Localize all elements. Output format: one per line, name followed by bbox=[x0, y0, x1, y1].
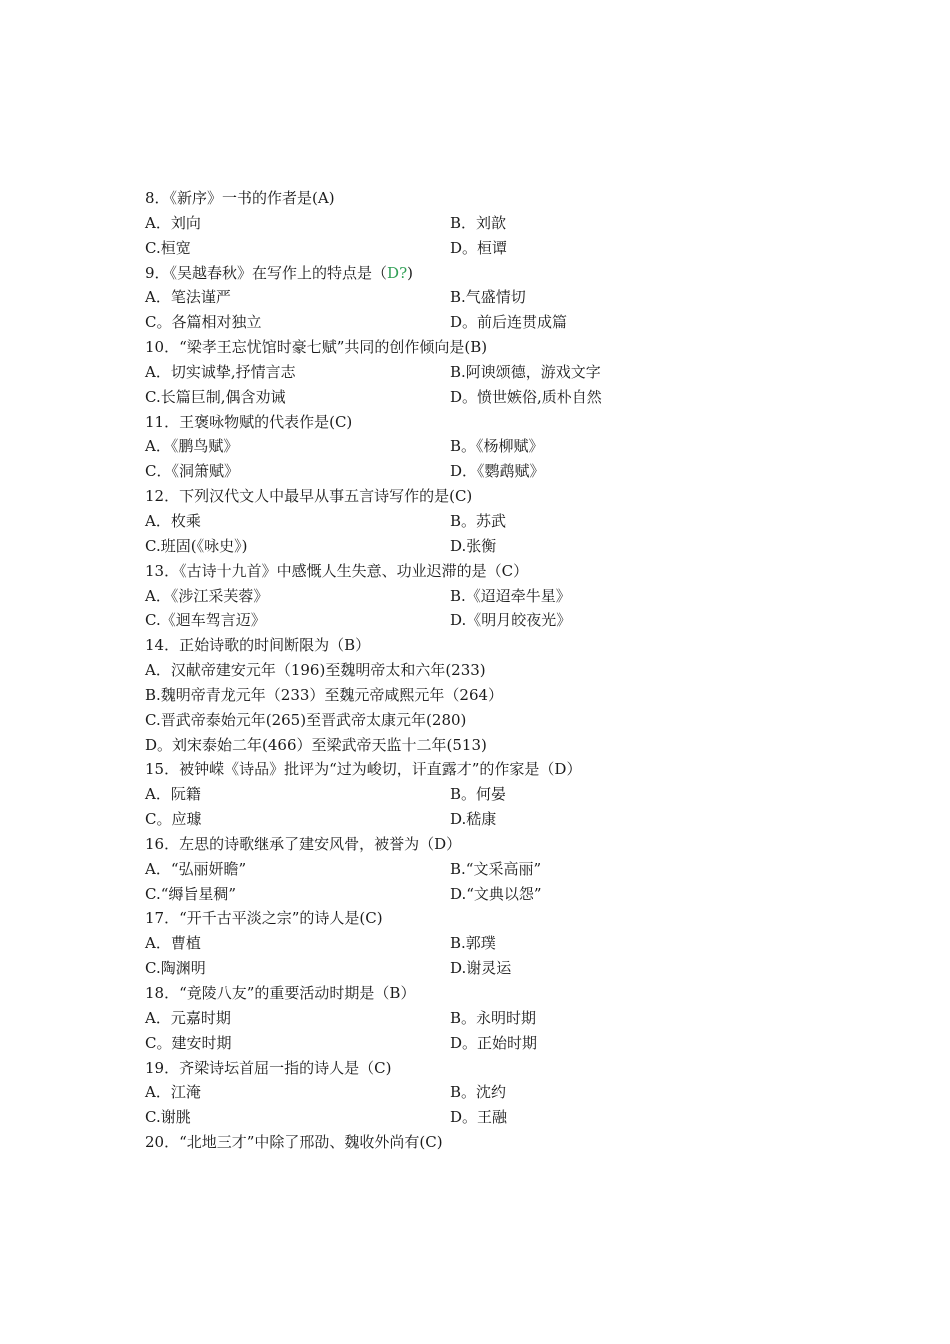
question-stem: 10．“梁孝王忘忧馆时豪七赋”共同的创作倾向是(B) bbox=[145, 338, 488, 357]
option-a: A．“弘丽妍瞻” bbox=[145, 859, 247, 878]
option-c: C。各篇相对独立 bbox=[145, 313, 262, 332]
option-row bbox=[145, 509, 785, 534]
option-b: B。沈约 bbox=[450, 1083, 507, 1102]
question-stem: 16．左思的诗歌继承了建安风骨，被誉为（D） bbox=[145, 834, 462, 853]
option-c: C.桓宽 bbox=[145, 238, 191, 257]
option-row bbox=[145, 584, 785, 609]
option-line bbox=[145, 733, 785, 758]
option-row bbox=[145, 434, 785, 459]
option-row bbox=[145, 882, 785, 907]
option-d: D。愤世嫉俗,质朴自然 bbox=[450, 387, 602, 406]
option-d: D.嵇康 bbox=[450, 810, 497, 829]
question-stem: 15．被钟嵘《诗品》批评为“过为峻切，讦直露才”的作家是（D） bbox=[145, 760, 582, 779]
option-row bbox=[145, 857, 785, 882]
option-row bbox=[145, 1031, 785, 1056]
option-c: C。建安时期 bbox=[145, 1033, 232, 1052]
option-d: D。王融 bbox=[450, 1108, 508, 1127]
option-d: D。桓谭 bbox=[450, 238, 508, 257]
option-d: D.“文典以怨” bbox=[450, 884, 542, 903]
option-d: D．《鹦鹉赋》 bbox=[450, 462, 545, 481]
option-c: C.晋武帝泰始元年(265)至晋武帝太康元年(280) bbox=[145, 710, 467, 729]
option-b: B。《杨柳赋》 bbox=[450, 437, 544, 456]
option-a: A．汉献帝建安元年（196)至魏明帝太和六年(233) bbox=[145, 661, 486, 680]
question-stem: 11．王褒咏物赋的代表作是(C) bbox=[145, 412, 353, 431]
option-row bbox=[145, 807, 785, 832]
option-b: B。苏武 bbox=[450, 511, 507, 530]
option-line bbox=[145, 683, 785, 708]
question-stem: 13．《古诗十九首》中感慨人生失意、功业迟滞的是（C） bbox=[145, 561, 529, 580]
option-c: C。应璩 bbox=[145, 810, 202, 829]
option-b: B.阿谀颂德，游戏文字 bbox=[450, 362, 601, 381]
option-row bbox=[145, 1006, 785, 1031]
option-a: A．曹植 bbox=[145, 934, 201, 953]
option-row bbox=[145, 608, 785, 633]
option-d: D.谢灵运 bbox=[450, 959, 512, 978]
option-row bbox=[145, 385, 785, 410]
option-row bbox=[145, 931, 785, 956]
option-a: A．《涉江采芙蓉》 bbox=[145, 586, 269, 605]
option-row bbox=[145, 1105, 785, 1130]
question-stem: 20．“北地三才”中除了邢劭、魏收外尚有(C) bbox=[145, 1133, 443, 1152]
question-stem: 8．《新序》一书的作者是(A) bbox=[145, 189, 335, 207]
option-a: A．笔法谨严 bbox=[145, 288, 231, 307]
option-c: C.长篇巨制,偶含劝诫 bbox=[145, 387, 286, 406]
option-b: B。永明时期 bbox=[450, 1008, 537, 1027]
option-c: C.谢朓 bbox=[145, 1108, 191, 1127]
option-row bbox=[145, 236, 785, 261]
option-d: D。正始时期 bbox=[450, 1033, 538, 1052]
option-c: C.陶渊明 bbox=[145, 959, 206, 978]
option-a: A．元嘉时期 bbox=[145, 1008, 231, 1027]
option-a: A．阮籍 bbox=[145, 785, 201, 804]
option-a: A．枚乘 bbox=[145, 511, 201, 530]
option-row bbox=[145, 310, 785, 335]
question-stem: 17．“开千古平淡之宗”的诗人是(C) bbox=[145, 909, 383, 928]
option-line bbox=[145, 708, 785, 733]
option-b: B.郭璞 bbox=[450, 934, 496, 953]
option-c: C.班固(《咏史》) bbox=[145, 536, 248, 555]
question-list bbox=[145, 186, 785, 1155]
option-c: C.“缛旨星稠” bbox=[145, 884, 237, 903]
question-stem: 9．《吴越春秋》在写作上的特点是（D?) bbox=[145, 263, 413, 282]
option-b: B。何晏 bbox=[450, 785, 507, 804]
question-stem: 18．“竟陵八友”的重要活动时期是（B） bbox=[145, 984, 416, 1002]
option-a: A．刘向 bbox=[145, 213, 201, 232]
option-row bbox=[145, 360, 785, 385]
option-b: B.气盛情切 bbox=[450, 288, 526, 307]
option-row bbox=[145, 285, 785, 310]
option-line bbox=[145, 658, 785, 683]
option-b: B.《迢迢牵牛星》 bbox=[450, 586, 571, 605]
option-row bbox=[145, 211, 785, 236]
option-row bbox=[145, 459, 785, 484]
highlighted-answer: D? bbox=[387, 263, 408, 282]
question-stem: 19．齐梁诗坛首屈一指的诗人是（C) bbox=[145, 1058, 392, 1077]
question-stem: 12．下列汉代文人中最早从事五言诗写作的是(C) bbox=[145, 487, 473, 506]
option-c: C.《迴车驾言迈》 bbox=[145, 611, 266, 630]
option-d: D。前后连贯成篇 bbox=[450, 313, 568, 332]
option-a: A．江淹 bbox=[145, 1083, 201, 1102]
option-row bbox=[145, 1080, 785, 1105]
option-b: B.“文采高丽” bbox=[450, 859, 542, 878]
option-d: D。刘宋泰始二年(466）至梁武帝天监十二年(513) bbox=[145, 735, 487, 754]
option-row bbox=[145, 782, 785, 807]
option-c: C．《洞箫赋》 bbox=[145, 462, 239, 481]
option-a: A．《鹏鸟赋》 bbox=[145, 437, 239, 456]
option-row bbox=[145, 534, 785, 559]
option-b: B.魏明帝青龙元年（233）至魏元帝咸熙元年（264） bbox=[145, 685, 504, 704]
option-d: D.《明月皎夜光》 bbox=[450, 611, 572, 630]
option-a: A．切实诚挚,抒情言志 bbox=[145, 362, 296, 381]
option-b: B．刘歆 bbox=[450, 213, 507, 232]
option-row bbox=[145, 956, 785, 981]
option-d: D.张衡 bbox=[450, 536, 497, 555]
question-stem: 14．正始诗歌的时间断限为（B） bbox=[145, 636, 371, 655]
